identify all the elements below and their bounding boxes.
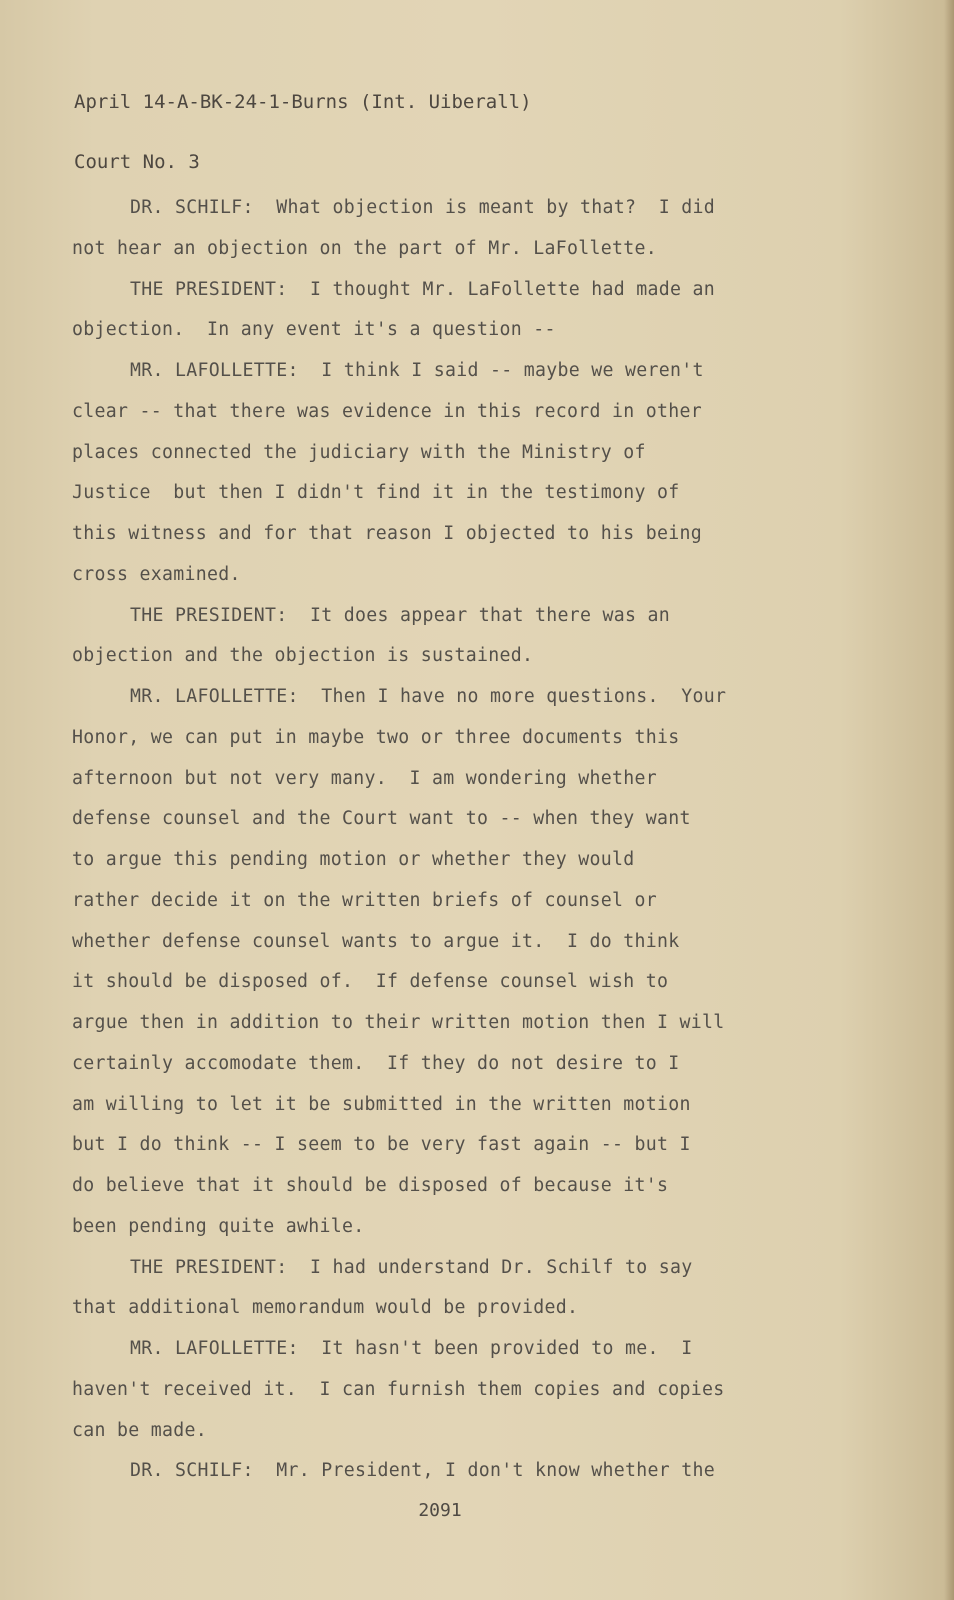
transcript-line: argue then in addition to their written motion then I will (72, 1012, 725, 1033)
transcript-body (72, 188, 792, 1492)
transcript-line: objection. In any event it's a question -- (72, 319, 556, 341)
transcript-line: but I do think -- I seem to be very fast again -- but I (72, 1134, 691, 1156)
transcript-line: that additional memorandum would be provided. (72, 1297, 579, 1319)
transcript-line: not hear an objection on the part of Mr. LaFollette. (72, 237, 657, 259)
transcript-line: whether defense counsel wants to argue it. I do think (72, 930, 680, 952)
transcript-line: objection and the objection is sustained. (72, 645, 534, 667)
transcript-line: THE PRESIDENT: I thought Mr. LaFollette had made an (130, 278, 715, 300)
transcript-line: defense counsel and the Court want to -- when they want (72, 808, 691, 830)
transcript-line: this witness and for that reason I objected to his being (72, 523, 702, 544)
transcript-line: THE PRESIDENT: I had understand Dr. Schilf to say (130, 1256, 693, 1278)
transcript-line: cross examined. (72, 563, 241, 585)
transcript-line: haven't received it. I can furnish them copies and copies (72, 1378, 725, 1400)
paper-edge-shadow (944, 0, 954, 1600)
transcript-line: MR. LAFOLLETTE: Then I have no more questions. Your (130, 686, 727, 707)
transcript-line: been pending quite awhile. (72, 1215, 365, 1237)
transcript-line: clear -- that there was evidence in this record in other (72, 400, 702, 422)
transcript-line: MR. LAFOLLETTE: It hasn't been provided to me. I (130, 1338, 693, 1359)
transcript-line: places connected the judiciary with the Ministry of (72, 441, 646, 463)
transcript-line: rather decide it on the written briefs of counsel or (72, 889, 657, 911)
header-line-2: Court No. 3 (74, 151, 200, 173)
header-line-1: April 14-A-BK-24-1-Burns (Int. Uiberall) (74, 91, 532, 113)
transcript-line: MR. LAFOLLETTE: I think I said -- maybe we weren't (130, 360, 704, 381)
transcript-line: DR. SCHILF: What objection is meant by that? I did (130, 197, 715, 218)
transcript-line: can be made. (72, 1419, 207, 1441)
transcript-line: am willing to let it be submitted in the written motion (72, 1093, 691, 1115)
transcript-line: Justice but then I didn't find it in the testimony of (72, 482, 680, 504)
page-number: 2091 (418, 1500, 462, 1521)
transcript-line: afternoon but not very many. I am wondering whether (72, 767, 657, 789)
transcript-line: Honor, we can put in maybe two or three documents this (72, 726, 680, 748)
transcript-line: certainly accomodate them. If they do not desire to I (72, 1052, 680, 1074)
transcript-line: to argue this pending motion or whether they would (72, 849, 635, 870)
transcript-line: it should be disposed of. If defense counsel wish to (72, 971, 669, 993)
transcript-line: THE PRESIDENT: It does appear that there was an (130, 604, 670, 626)
transcript-line: DR. SCHILF: Mr. President, I don't know whether the (130, 1460, 715, 1482)
transcript-line: do believe that it should be disposed of because it's (72, 1175, 669, 1196)
